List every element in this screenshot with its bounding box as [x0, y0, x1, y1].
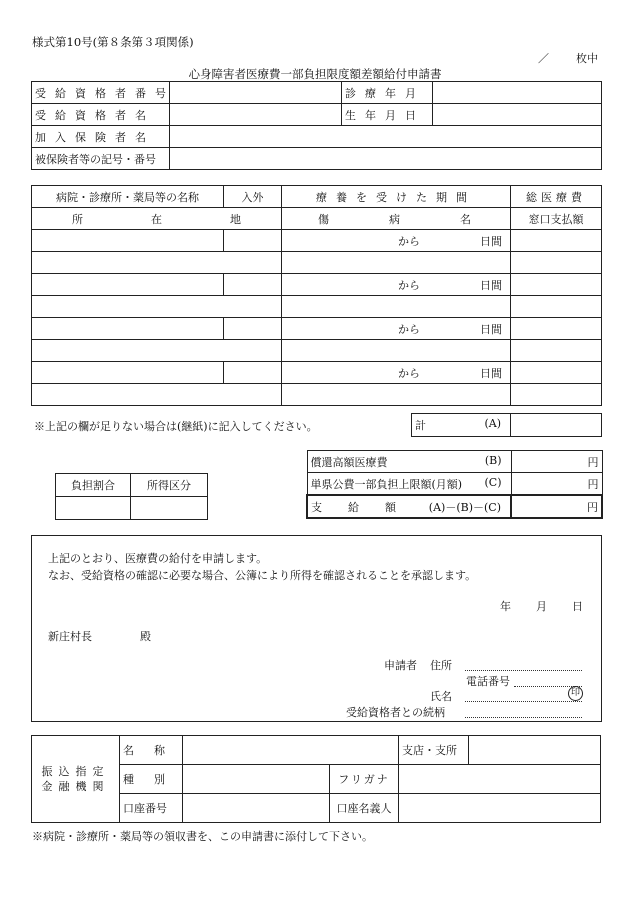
reimbursed-high-cost-field[interactable]	[511, 451, 602, 473]
burden-table	[55, 473, 208, 520]
payment-amount-code: (A)－(B)－(C)	[428, 500, 501, 514]
furigana-label: フリガナ	[330, 765, 399, 794]
from-label: から	[398, 234, 420, 248]
income-category-field[interactable]	[131, 497, 208, 520]
account-number-field[interactable]	[183, 794, 330, 823]
burden-ratio-field[interactable]	[56, 497, 131, 520]
application-line-2: なお、受給資格の確認に必要な場合、公簿により所得を確認されることを承認します。	[48, 569, 477, 582]
overflow-note: ※上記の欄が足りない場合は(継紙)に記入してください。	[34, 420, 318, 433]
address-label: 住所	[430, 659, 452, 672]
insurer-label: 加入保険者名	[32, 126, 170, 148]
monthly-limit-label: 単県公費一部負担上限額(月額)	[310, 477, 463, 491]
period-field[interactable]	[282, 230, 511, 252]
days-label: 日間	[480, 278, 502, 292]
amounts-table	[306, 450, 603, 519]
inout-field[interactable]	[224, 318, 282, 340]
hospital-name-field[interactable]	[32, 274, 224, 296]
sum-table	[411, 413, 602, 437]
sum-code: (A)	[484, 417, 501, 430]
applicant-name-input[interactable]	[465, 689, 582, 702]
bank-section-label	[32, 736, 120, 823]
payment-amount-label: 支給額	[311, 500, 422, 514]
period-header: 療養を受けた期間	[282, 186, 511, 208]
honorific: 殿	[140, 630, 151, 643]
recipient-number-label: 受給資格者番号	[32, 82, 170, 104]
payment-amount-label-cell	[307, 495, 511, 518]
monthly-limit-code: (C)	[484, 475, 502, 489]
bank-section-line-1: 振込指定	[41, 765, 110, 778]
disease-field[interactable]	[282, 340, 511, 362]
total-cost-field[interactable]	[511, 230, 602, 252]
period-field[interactable]	[282, 274, 511, 296]
applicant-name-label: 氏名	[430, 690, 452, 703]
days-label: 日間	[480, 234, 502, 248]
account-holder-field[interactable]	[399, 794, 601, 823]
payment-amount-field[interactable]	[511, 495, 602, 518]
date-month-label: 月	[536, 600, 547, 613]
address-header: 所在地	[32, 208, 282, 230]
sum-field[interactable]	[511, 414, 602, 437]
days-label: 日間	[480, 322, 502, 336]
reimbursed-high-cost-label: 償還高額医療費	[310, 455, 388, 469]
from-label: から	[398, 278, 420, 292]
footer-note: ※病院・診療所・薬局等の領収書を、この申請書に添付して下さい。	[32, 830, 373, 843]
form-title: 心身障害者医療費一部負担限度額差額給付申請書	[188, 67, 442, 81]
hospital-name-field[interactable]	[32, 362, 224, 384]
monthly-limit-label-cell	[307, 473, 511, 496]
sum-label: 計	[415, 419, 426, 432]
address-field[interactable]	[32, 252, 282, 274]
recipient-name-label: 受給資格者名	[32, 104, 170, 126]
window-payment-field[interactable]	[511, 296, 602, 318]
bank-name-label: 名称	[120, 736, 183, 765]
window-payment-header: 窓口支払額	[511, 208, 602, 230]
phone-label: 電話番号	[466, 675, 510, 688]
relation-label: 受給資格者との続柄	[346, 706, 445, 719]
sum-label-cell	[412, 414, 511, 437]
inout-header: 入外	[224, 186, 282, 208]
page-slash: ／	[538, 52, 549, 65]
hospital-name-header: 病院・診療所・薬局等の名称	[32, 186, 224, 208]
exam-month-label: 診療年月	[342, 82, 433, 104]
yen-unit: 円	[587, 477, 599, 491]
branch-label: 支店・支所	[399, 736, 469, 765]
address-input[interactable]	[465, 658, 582, 671]
account-type-label: 種別	[120, 765, 183, 794]
inout-field[interactable]	[224, 274, 282, 296]
medical-table	[31, 185, 602, 406]
address-field[interactable]	[32, 296, 282, 318]
date-day-label: 日	[572, 600, 583, 613]
burden-ratio-label: 負担割合	[56, 474, 131, 497]
bank-name-field[interactable]	[183, 736, 399, 765]
yen-unit: 円	[587, 500, 598, 514]
application-line-1: 上記のとおり、医療費の給付を申請します。	[48, 552, 268, 565]
applicant-label: 申請者	[384, 659, 417, 672]
disease-field[interactable]	[282, 296, 511, 318]
relation-input[interactable]	[465, 705, 582, 718]
from-label: から	[398, 366, 420, 380]
furigana-field[interactable]	[399, 765, 601, 794]
total-cost-field[interactable]	[511, 274, 602, 296]
window-payment-field[interactable]	[511, 340, 602, 362]
inout-field[interactable]	[224, 362, 282, 384]
recipient-name-field[interactable]	[170, 104, 342, 126]
total-cost-field[interactable]	[511, 362, 602, 384]
window-payment-field[interactable]	[511, 252, 602, 274]
recipient-table	[31, 81, 602, 170]
monthly-limit-field[interactable]	[511, 473, 602, 496]
branch-field[interactable]	[469, 736, 601, 765]
insured-number-field[interactable]	[170, 148, 602, 170]
account-number-label: 口座番号	[120, 794, 183, 823]
exam-month-field[interactable]	[433, 82, 602, 104]
total-cost-field[interactable]	[511, 318, 602, 340]
phone-input[interactable]	[514, 674, 582, 687]
period-field[interactable]	[282, 362, 511, 384]
hospital-name-field[interactable]	[32, 230, 224, 252]
bank-section-line-2: 金融機関	[41, 780, 110, 793]
disease-header: 傷病名	[282, 208, 511, 230]
form-number: 様式第10号(第８条第３項関係)	[32, 35, 194, 49]
account-holder-label: 口座名義人	[330, 794, 399, 823]
bank-table	[31, 735, 601, 823]
total-cost-header: 総医療費	[511, 186, 602, 208]
disease-field[interactable]	[282, 384, 511, 406]
address-field[interactable]	[32, 384, 282, 406]
date-year-label: 年	[500, 600, 511, 613]
reimbursed-high-cost-label-cell	[307, 451, 511, 473]
account-type-field[interactable]	[183, 765, 330, 794]
page-count-label: 枚中	[576, 52, 598, 65]
recipient-number-field[interactable]	[170, 82, 342, 104]
window-payment-field[interactable]	[511, 384, 602, 406]
seal-mark: 印	[568, 686, 583, 701]
income-category-label: 所得区分	[131, 474, 208, 497]
reimbursed-high-cost-code: (B)	[484, 453, 502, 467]
address-field[interactable]	[32, 340, 282, 362]
insurer-field[interactable]	[170, 126, 602, 148]
yen-unit: 円	[587, 455, 599, 469]
addressee: 新庄村長	[48, 630, 92, 643]
days-label: 日間	[480, 366, 502, 380]
dob-label: 生年月日	[342, 104, 433, 126]
dob-field[interactable]	[433, 104, 602, 126]
period-field[interactable]	[282, 318, 511, 340]
inout-field[interactable]	[224, 230, 282, 252]
hospital-name-field[interactable]	[32, 318, 224, 340]
insured-number-label: 被保険者等の記号・番号	[32, 148, 170, 170]
disease-field[interactable]	[282, 252, 511, 274]
from-label: から	[398, 322, 420, 336]
